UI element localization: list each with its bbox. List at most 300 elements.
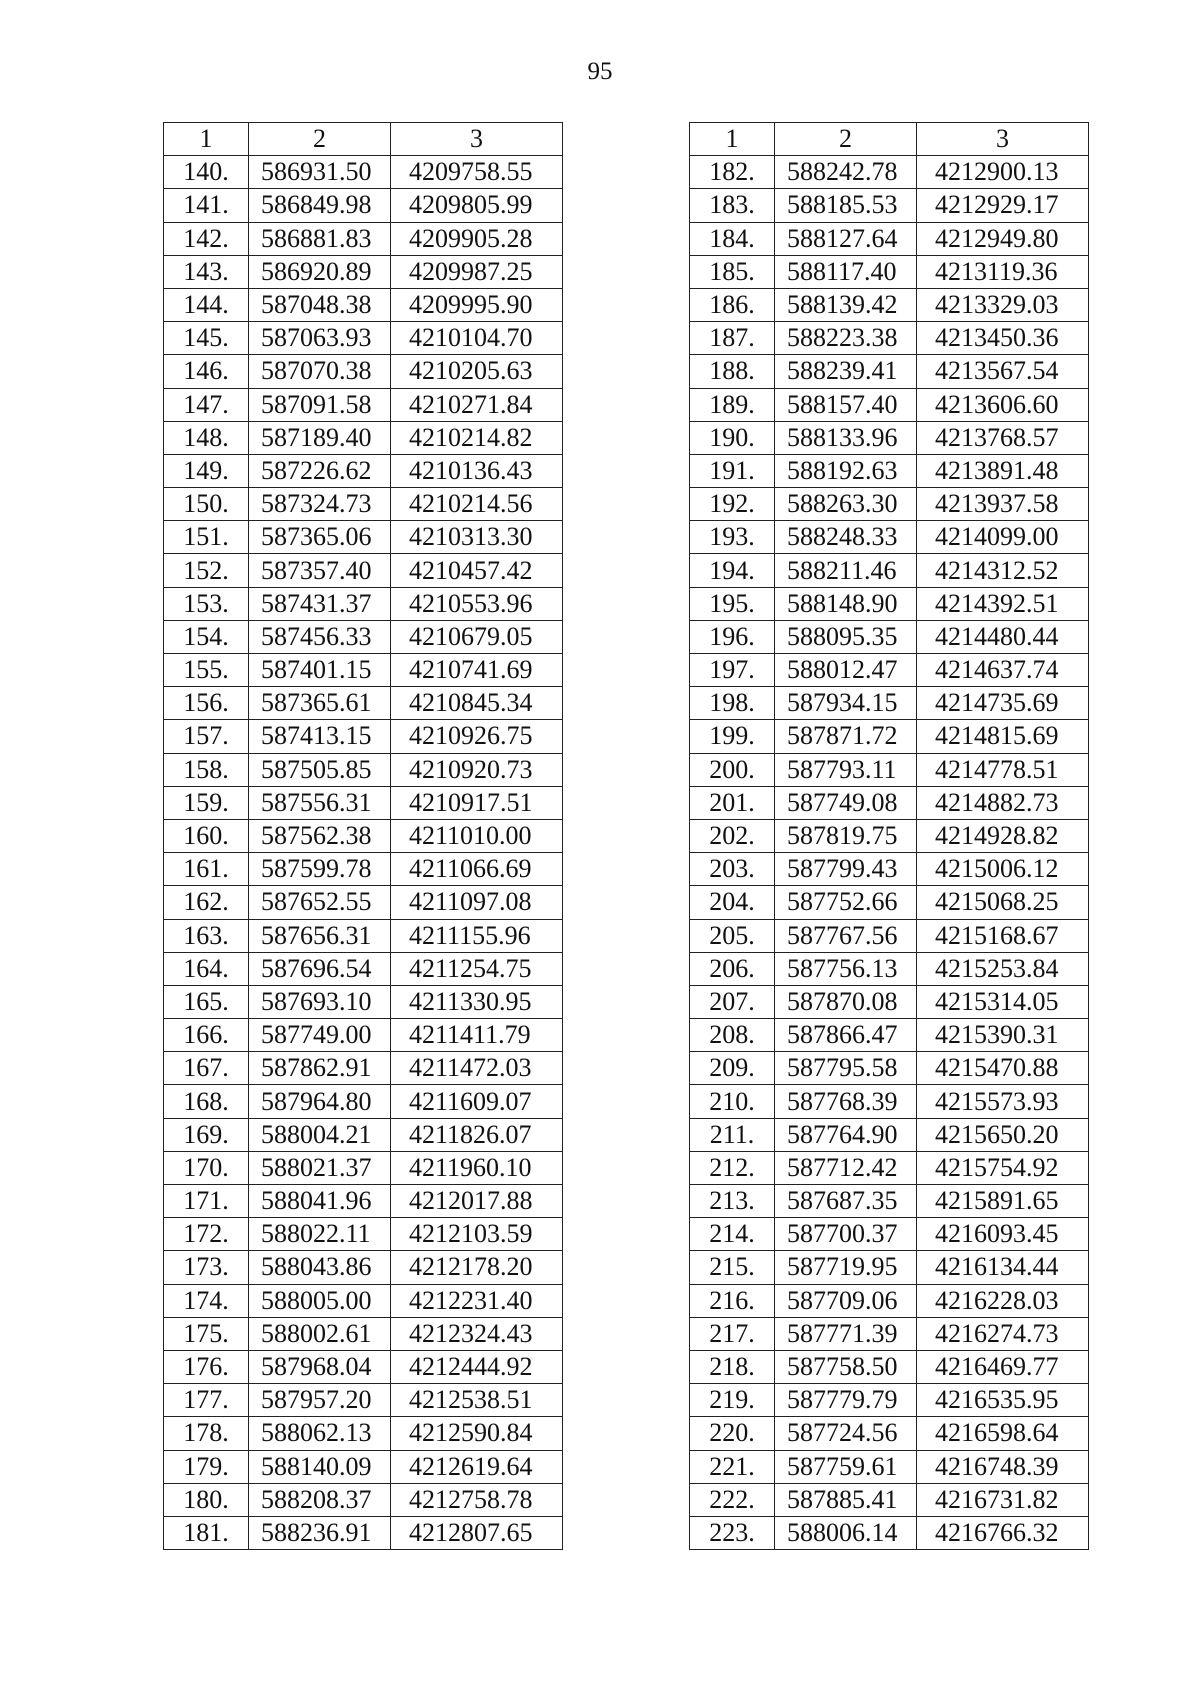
cell-y-coordinate: 4214735.69	[917, 687, 1089, 720]
cell-point-number: 223.	[690, 1516, 775, 1549]
cell-x-coordinate: 588242.78	[775, 156, 917, 189]
cell-y-coordinate: 4211254.75	[391, 952, 563, 985]
cell-point-number: 142.	[164, 222, 249, 255]
cell-y-coordinate: 4214637.74	[917, 654, 1089, 687]
cell-point-number: 200.	[690, 753, 775, 786]
cell-x-coordinate: 587819.75	[775, 819, 917, 852]
cell-y-coordinate: 4212444.92	[391, 1350, 563, 1383]
table-body	[690, 156, 1089, 1550]
header-cell-y: 3	[391, 123, 563, 156]
cell-point-number: 221.	[690, 1450, 775, 1483]
cell-y-coordinate: 4215573.93	[917, 1085, 1089, 1118]
cell-point-number: 170.	[164, 1151, 249, 1184]
cell-y-coordinate: 4214882.73	[917, 786, 1089, 819]
cell-point-number: 165.	[164, 985, 249, 1018]
cell-point-number: 215.	[690, 1251, 775, 1284]
cell-x-coordinate: 588041.96	[249, 1185, 391, 1218]
cell-y-coordinate: 4214815.69	[917, 720, 1089, 753]
cell-x-coordinate: 587226.62	[249, 454, 391, 487]
cell-point-number: 204.	[690, 886, 775, 919]
table-row	[164, 322, 563, 355]
cell-x-coordinate: 587070.38	[249, 355, 391, 388]
cell-y-coordinate: 4213329.03	[917, 288, 1089, 321]
cell-point-number: 193.	[690, 521, 775, 554]
table-row	[164, 454, 563, 487]
cell-x-coordinate: 588004.21	[249, 1118, 391, 1151]
cell-x-coordinate: 587357.40	[249, 554, 391, 587]
table-row	[164, 1185, 563, 1218]
cell-y-coordinate: 4210214.82	[391, 421, 563, 454]
cell-point-number: 173.	[164, 1251, 249, 1284]
table-row	[690, 919, 1089, 952]
cell-y-coordinate: 4210313.30	[391, 521, 563, 554]
table-row	[164, 1118, 563, 1151]
cell-x-coordinate: 588006.14	[775, 1516, 917, 1549]
table-row	[690, 985, 1089, 1018]
cell-point-number: 150.	[164, 488, 249, 521]
cell-y-coordinate: 4215314.05	[917, 985, 1089, 1018]
cell-x-coordinate: 587599.78	[249, 853, 391, 886]
cell-y-coordinate: 4215891.65	[917, 1185, 1089, 1218]
cell-y-coordinate: 4214480.44	[917, 620, 1089, 653]
table-row	[690, 554, 1089, 587]
cell-y-coordinate: 4216766.32	[917, 1516, 1089, 1549]
table-row	[690, 1218, 1089, 1251]
table-row	[164, 1317, 563, 1350]
cell-point-number: 145.	[164, 322, 249, 355]
table-row	[164, 720, 563, 753]
cell-y-coordinate: 4214312.52	[917, 554, 1089, 587]
cell-point-number: 144.	[164, 288, 249, 321]
cell-y-coordinate: 4215068.25	[917, 886, 1089, 919]
table-row	[164, 1251, 563, 1284]
cell-y-coordinate: 4216134.44	[917, 1251, 1089, 1284]
cell-point-number: 154.	[164, 620, 249, 653]
cell-x-coordinate: 587767.56	[775, 919, 917, 952]
cell-y-coordinate: 4212619.64	[391, 1450, 563, 1483]
table-row	[164, 288, 563, 321]
table-row	[164, 654, 563, 687]
table-row	[690, 1350, 1089, 1383]
cell-x-coordinate: 588239.41	[775, 355, 917, 388]
cell-y-coordinate: 4216535.95	[917, 1384, 1089, 1417]
table-row	[164, 620, 563, 653]
cell-point-number: 183.	[690, 189, 775, 222]
cell-point-number: 201.	[690, 786, 775, 819]
cell-point-number: 159.	[164, 786, 249, 819]
cell-x-coordinate: 588211.46	[775, 554, 917, 587]
cell-y-coordinate: 4210205.63	[391, 355, 563, 388]
table-row	[690, 322, 1089, 355]
table-row	[690, 189, 1089, 222]
table-row	[164, 1450, 563, 1483]
cell-y-coordinate: 4210920.73	[391, 753, 563, 786]
table-row	[164, 853, 563, 886]
cell-y-coordinate: 4212807.65	[391, 1516, 563, 1549]
coordinates-table-left	[163, 122, 563, 1550]
cell-x-coordinate: 587652.55	[249, 886, 391, 919]
table-row	[164, 753, 563, 786]
cell-y-coordinate: 4216228.03	[917, 1284, 1089, 1317]
cell-point-number: 222.	[690, 1483, 775, 1516]
header-cell-x: 2	[775, 123, 917, 156]
cell-x-coordinate: 588133.96	[775, 421, 917, 454]
cell-y-coordinate: 4213606.60	[917, 388, 1089, 421]
cell-point-number: 219.	[690, 1384, 775, 1417]
cell-point-number: 151.	[164, 521, 249, 554]
cell-x-coordinate: 587700.37	[775, 1218, 917, 1251]
table-row	[164, 156, 563, 189]
cell-point-number: 214.	[690, 1218, 775, 1251]
cell-point-number: 190.	[690, 421, 775, 454]
cell-y-coordinate: 4210271.84	[391, 388, 563, 421]
cell-y-coordinate: 4209905.28	[391, 222, 563, 255]
cell-x-coordinate: 587687.35	[775, 1185, 917, 1218]
table-row	[164, 786, 563, 819]
cell-point-number: 198.	[690, 687, 775, 720]
table-row	[164, 355, 563, 388]
cell-y-coordinate: 4212178.20	[391, 1251, 563, 1284]
table-row	[164, 1151, 563, 1184]
cell-point-number: 152.	[164, 554, 249, 587]
table-row	[690, 488, 1089, 521]
cell-point-number: 176.	[164, 1350, 249, 1383]
cell-x-coordinate: 587779.79	[775, 1384, 917, 1417]
cell-x-coordinate: 588236.91	[249, 1516, 391, 1549]
cell-y-coordinate: 4209987.25	[391, 255, 563, 288]
cell-y-coordinate: 4210104.70	[391, 322, 563, 355]
cell-point-number: 175.	[164, 1317, 249, 1350]
table-row	[164, 1284, 563, 1317]
cell-y-coordinate: 4211411.79	[391, 1019, 563, 1052]
cell-point-number: 155.	[164, 654, 249, 687]
cell-point-number: 140.	[164, 156, 249, 189]
cell-point-number: 141.	[164, 189, 249, 222]
cell-x-coordinate: 587749.00	[249, 1019, 391, 1052]
cell-y-coordinate: 4211609.07	[391, 1085, 563, 1118]
cell-point-number: 157.	[164, 720, 249, 753]
cell-y-coordinate: 4211472.03	[391, 1052, 563, 1085]
cell-x-coordinate: 588148.90	[775, 587, 917, 620]
cell-x-coordinate: 587964.80	[249, 1085, 391, 1118]
table-row	[690, 687, 1089, 720]
table-row	[690, 1384, 1089, 1417]
cell-point-number: 182.	[690, 156, 775, 189]
cell-x-coordinate: 587934.15	[775, 687, 917, 720]
cell-y-coordinate: 4212900.13	[917, 156, 1089, 189]
table-row	[690, 1118, 1089, 1151]
cell-point-number: 143.	[164, 255, 249, 288]
cell-x-coordinate: 587693.10	[249, 985, 391, 1018]
table-row	[690, 952, 1089, 985]
table-row	[690, 1185, 1089, 1218]
cell-x-coordinate: 587866.47	[775, 1019, 917, 1052]
cell-x-coordinate: 586849.98	[249, 189, 391, 222]
table-row	[164, 222, 563, 255]
table-row	[164, 421, 563, 454]
cell-x-coordinate: 587771.39	[775, 1317, 917, 1350]
table-row	[164, 587, 563, 620]
table-row	[690, 1450, 1089, 1483]
table-row	[690, 255, 1089, 288]
table-row	[690, 156, 1089, 189]
page-number: 95	[587, 58, 613, 85]
cell-point-number: 172.	[164, 1218, 249, 1251]
table-row	[164, 1085, 563, 1118]
table-row	[690, 720, 1089, 753]
table-row	[690, 753, 1089, 786]
cell-y-coordinate: 4209758.55	[391, 156, 563, 189]
cell-point-number: 218.	[690, 1350, 775, 1383]
cell-point-number: 174.	[164, 1284, 249, 1317]
cell-x-coordinate: 587696.54	[249, 952, 391, 985]
cell-y-coordinate: 4210457.42	[391, 554, 563, 587]
table-row	[164, 521, 563, 554]
cell-point-number: 164.	[164, 952, 249, 985]
cell-x-coordinate: 587048.38	[249, 288, 391, 321]
cell-point-number: 187.	[690, 322, 775, 355]
table-row	[690, 620, 1089, 653]
cell-x-coordinate: 587885.41	[775, 1483, 917, 1516]
cell-x-coordinate: 586920.89	[249, 255, 391, 288]
table-body	[164, 156, 563, 1550]
cell-point-number: 169.	[164, 1118, 249, 1151]
cell-y-coordinate: 4210741.69	[391, 654, 563, 687]
cell-x-coordinate: 587719.95	[775, 1251, 917, 1284]
cell-y-coordinate: 4216274.73	[917, 1317, 1089, 1350]
cell-x-coordinate: 587556.31	[249, 786, 391, 819]
table-row	[690, 288, 1089, 321]
cell-x-coordinate: 586931.50	[249, 156, 391, 189]
cell-y-coordinate: 4214392.51	[917, 587, 1089, 620]
table-row	[690, 521, 1089, 554]
table-row	[164, 255, 563, 288]
table-row	[164, 1218, 563, 1251]
cell-y-coordinate: 4215470.88	[917, 1052, 1089, 1085]
cell-y-coordinate: 4214928.82	[917, 819, 1089, 852]
table-row	[690, 1516, 1089, 1549]
cell-point-number: 178.	[164, 1417, 249, 1450]
cell-x-coordinate: 588043.86	[249, 1251, 391, 1284]
table-row	[164, 1019, 563, 1052]
cell-x-coordinate: 587712.42	[775, 1151, 917, 1184]
cell-point-number: 210.	[690, 1085, 775, 1118]
cell-point-number: 168.	[164, 1085, 249, 1118]
cell-x-coordinate: 587724.56	[775, 1417, 917, 1450]
cell-point-number: 156.	[164, 687, 249, 720]
cell-x-coordinate: 588095.35	[775, 620, 917, 653]
cell-x-coordinate: 587324.73	[249, 488, 391, 521]
cell-y-coordinate: 4216469.77	[917, 1350, 1089, 1383]
cell-x-coordinate: 588192.63	[775, 454, 917, 487]
cell-point-number: 197.	[690, 654, 775, 687]
cell-y-coordinate: 4215253.84	[917, 952, 1089, 985]
cell-x-coordinate: 587764.90	[775, 1118, 917, 1151]
cell-y-coordinate: 4210136.43	[391, 454, 563, 487]
table-row	[690, 1251, 1089, 1284]
table-row	[164, 189, 563, 222]
cell-point-number: 184.	[690, 222, 775, 255]
cell-x-coordinate: 587456.33	[249, 620, 391, 653]
cell-y-coordinate: 4212538.51	[391, 1384, 563, 1417]
cell-y-coordinate: 4211097.08	[391, 886, 563, 919]
cell-y-coordinate: 4212017.88	[391, 1185, 563, 1218]
table-row	[690, 853, 1089, 886]
header-cell-point-number: 1	[164, 123, 249, 156]
cell-x-coordinate: 587749.08	[775, 786, 917, 819]
cell-point-number: 191.	[690, 454, 775, 487]
cell-point-number: 194.	[690, 554, 775, 587]
coordinates-table-right	[689, 122, 1089, 1550]
table-row	[164, 886, 563, 919]
cell-y-coordinate: 4215390.31	[917, 1019, 1089, 1052]
cell-point-number: 217.	[690, 1317, 775, 1350]
cell-point-number: 160.	[164, 819, 249, 852]
table-row	[690, 388, 1089, 421]
cell-y-coordinate: 4214099.00	[917, 521, 1089, 554]
cell-x-coordinate: 588139.42	[775, 288, 917, 321]
cell-x-coordinate: 588022.11	[249, 1218, 391, 1251]
table-row	[164, 1384, 563, 1417]
cell-x-coordinate: 588140.09	[249, 1450, 391, 1483]
cell-x-coordinate: 588248.33	[775, 521, 917, 554]
table-row	[164, 687, 563, 720]
cell-point-number: 149.	[164, 454, 249, 487]
cell-y-coordinate: 4212324.43	[391, 1317, 563, 1350]
cell-y-coordinate: 4211826.07	[391, 1118, 563, 1151]
cell-y-coordinate: 4215754.92	[917, 1151, 1089, 1184]
table-row	[690, 1483, 1089, 1516]
cell-point-number: 153.	[164, 587, 249, 620]
cell-y-coordinate: 4212103.59	[391, 1218, 563, 1251]
cell-point-number: 167.	[164, 1052, 249, 1085]
table-row	[164, 488, 563, 521]
cell-point-number: 189.	[690, 388, 775, 421]
table-header-row	[690, 123, 1089, 156]
cell-x-coordinate: 587795.58	[775, 1052, 917, 1085]
cell-x-coordinate: 587365.06	[249, 521, 391, 554]
table-row	[690, 1317, 1089, 1350]
cell-point-number: 211.	[690, 1118, 775, 1151]
cell-x-coordinate: 588062.13	[249, 1417, 391, 1450]
cell-point-number: 207.	[690, 985, 775, 1018]
cell-x-coordinate: 587709.06	[775, 1284, 917, 1317]
cell-x-coordinate: 588263.30	[775, 488, 917, 521]
cell-x-coordinate: 587189.40	[249, 421, 391, 454]
table-row	[164, 819, 563, 852]
cell-y-coordinate: 4211066.69	[391, 853, 563, 886]
cell-x-coordinate: 588157.40	[775, 388, 917, 421]
table-row	[690, 1151, 1089, 1184]
cell-x-coordinate: 587365.61	[249, 687, 391, 720]
header-cell-point-number: 1	[690, 123, 775, 156]
table-row	[690, 1052, 1089, 1085]
cell-x-coordinate: 586881.83	[249, 222, 391, 255]
cell-point-number: 213.	[690, 1185, 775, 1218]
table-row	[164, 919, 563, 952]
cell-y-coordinate: 4215168.67	[917, 919, 1089, 952]
cell-point-number: 181.	[164, 1516, 249, 1549]
table-header-row	[164, 123, 563, 156]
cell-point-number: 216.	[690, 1284, 775, 1317]
cell-y-coordinate: 4210553.96	[391, 587, 563, 620]
cell-y-coordinate: 4211010.00	[391, 819, 563, 852]
cell-x-coordinate: 588005.00	[249, 1284, 391, 1317]
cell-point-number: 185.	[690, 255, 775, 288]
cell-y-coordinate: 4213937.58	[917, 488, 1089, 521]
cell-x-coordinate: 587870.08	[775, 985, 917, 1018]
cell-x-coordinate: 587505.85	[249, 753, 391, 786]
cell-x-coordinate: 587063.93	[249, 322, 391, 355]
cell-y-coordinate: 4216748.39	[917, 1450, 1089, 1483]
cell-x-coordinate: 587758.50	[775, 1350, 917, 1383]
cell-x-coordinate: 588127.64	[775, 222, 917, 255]
cell-x-coordinate: 587413.15	[249, 720, 391, 753]
cell-point-number: 209.	[690, 1052, 775, 1085]
cell-point-number: 196.	[690, 620, 775, 653]
table-row	[690, 1019, 1089, 1052]
cell-y-coordinate: 4213450.36	[917, 322, 1089, 355]
cell-y-coordinate: 4209805.99	[391, 189, 563, 222]
cell-y-coordinate: 4215650.20	[917, 1118, 1089, 1151]
cell-y-coordinate: 4210926.75	[391, 720, 563, 753]
cell-x-coordinate: 588185.53	[775, 189, 917, 222]
table-row	[690, 1417, 1089, 1450]
header-cell-x: 2	[249, 123, 391, 156]
cell-y-coordinate: 4216731.82	[917, 1483, 1089, 1516]
cell-point-number: 158.	[164, 753, 249, 786]
cell-y-coordinate: 4210917.51	[391, 786, 563, 819]
cell-y-coordinate: 4216598.64	[917, 1417, 1089, 1450]
table-row	[690, 654, 1089, 687]
table-row	[690, 222, 1089, 255]
cell-x-coordinate: 587656.31	[249, 919, 391, 952]
cell-point-number: 205.	[690, 919, 775, 952]
cell-y-coordinate: 4212758.78	[391, 1483, 563, 1516]
table-row	[690, 587, 1089, 620]
cell-x-coordinate: 587862.91	[249, 1052, 391, 1085]
cell-y-coordinate: 4210679.05	[391, 620, 563, 653]
cell-point-number: 188.	[690, 355, 775, 388]
cell-x-coordinate: 587756.13	[775, 952, 917, 985]
cell-y-coordinate: 4213567.54	[917, 355, 1089, 388]
table-row	[690, 355, 1089, 388]
cell-point-number: 192.	[690, 488, 775, 521]
cell-y-coordinate: 4214778.51	[917, 753, 1089, 786]
cell-point-number: 171.	[164, 1185, 249, 1218]
cell-y-coordinate: 4211330.95	[391, 985, 563, 1018]
table-row	[690, 421, 1089, 454]
cell-y-coordinate: 4211960.10	[391, 1151, 563, 1184]
cell-x-coordinate: 587957.20	[249, 1384, 391, 1417]
cell-y-coordinate: 4213119.36	[917, 255, 1089, 288]
cell-point-number: 147.	[164, 388, 249, 421]
cell-y-coordinate: 4210214.56	[391, 488, 563, 521]
cell-point-number: 203.	[690, 853, 775, 886]
cell-x-coordinate: 588021.37	[249, 1151, 391, 1184]
cell-y-coordinate: 4213891.48	[917, 454, 1089, 487]
cell-y-coordinate: 4210845.34	[391, 687, 563, 720]
table-row	[164, 952, 563, 985]
table-row	[690, 886, 1089, 919]
cell-x-coordinate: 587091.58	[249, 388, 391, 421]
cell-x-coordinate: 587799.43	[775, 853, 917, 886]
cell-x-coordinate: 587871.72	[775, 720, 917, 753]
cell-point-number: 163.	[164, 919, 249, 952]
cell-y-coordinate: 4211155.96	[391, 919, 563, 952]
cell-point-number: 179.	[164, 1450, 249, 1483]
table-row	[690, 786, 1089, 819]
